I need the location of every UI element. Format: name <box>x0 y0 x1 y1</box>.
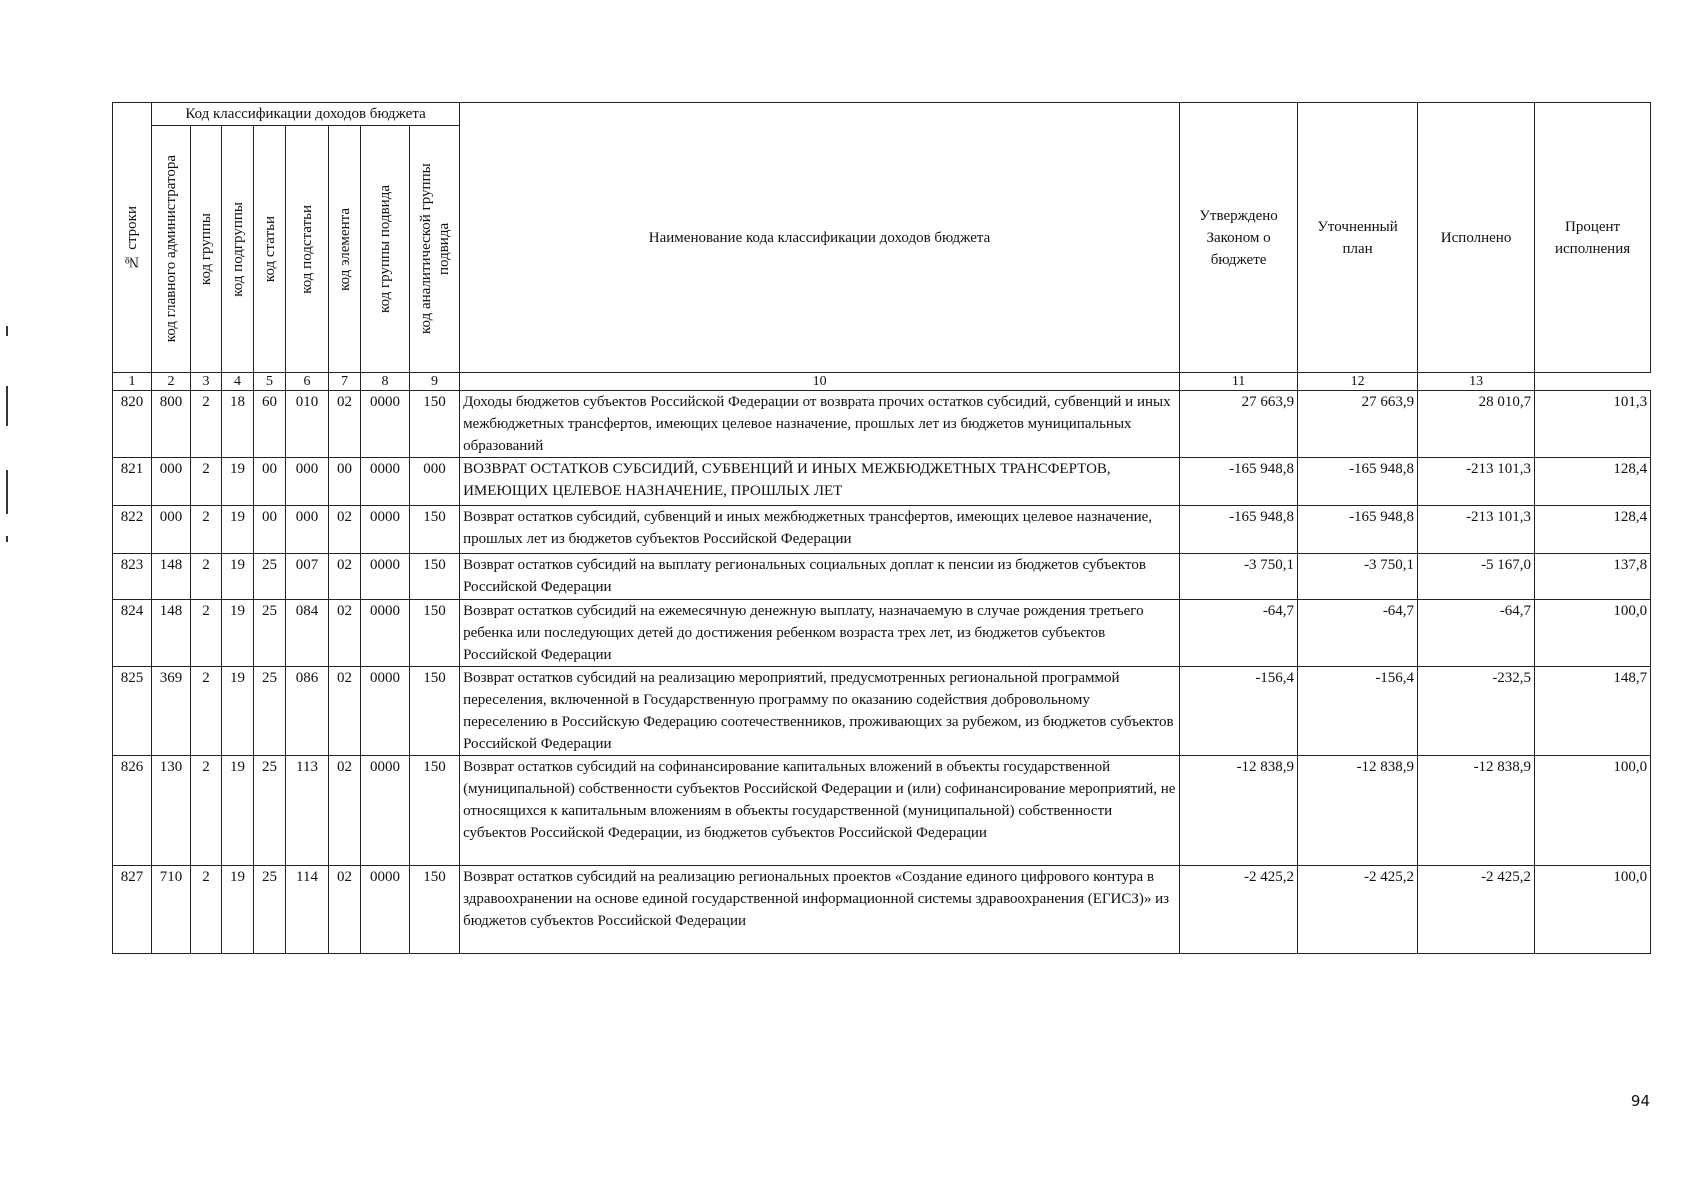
cell-group: 2 <box>191 458 222 506</box>
cell-row-no: 826 <box>113 756 152 866</box>
cell-analytic: 150 <box>410 554 460 600</box>
header-refined-label: Уточненный план <box>1317 218 1398 257</box>
cell-refined: -165 948,8 <box>1298 458 1418 506</box>
header-row-no-label: № строки <box>124 205 140 270</box>
cell-element: 02 <box>329 756 361 866</box>
header-group-code-label: код группы <box>198 212 214 286</box>
cell-element: 00 <box>329 458 361 506</box>
cell-article: 25 <box>254 667 286 756</box>
header-group-title: Код классификации доходов бюджета <box>152 103 460 126</box>
header-analytic-subtype-code-label: код аналитической группы подвида <box>417 163 452 335</box>
cell-subgroup: 19 <box>222 458 254 506</box>
cell-executed: -213 101,3 <box>1418 506 1535 554</box>
cell-row-no: 824 <box>113 600 152 667</box>
cell-row-no: 821 <box>113 458 152 506</box>
cell-name: Возврат остатков субсидий, субвенций и иных межбюджетных трансфертов, имеющих целевое назначение, прошлых лет из бюджетов субъектов Российской Федерации <box>460 506 1180 554</box>
header-approved <box>1180 103 1298 373</box>
table-row <box>113 554 1651 600</box>
cell-percent: 101,3 <box>1535 391 1651 458</box>
cell-admin: 130 <box>152 756 191 866</box>
cell-article: 60 <box>254 391 286 458</box>
cell-subtype: 0000 <box>361 554 410 600</box>
cell-element: 02 <box>329 667 361 756</box>
cell-executed: -64,7 <box>1418 600 1535 667</box>
header-executed-label: Исполнено <box>1440 229 1512 246</box>
cell-subarticle: 084 <box>286 600 329 667</box>
column-number: 9 <box>410 373 460 391</box>
cell-subtype: 0000 <box>361 506 410 554</box>
cell-subarticle: 000 <box>286 458 329 506</box>
cell-subgroup: 19 <box>222 667 254 756</box>
header-element-code-label: код элемента <box>336 207 353 291</box>
cell-element: 02 <box>329 506 361 554</box>
cell-executed: -12 838,9 <box>1418 756 1535 866</box>
cell-row-no: 820 <box>113 391 152 458</box>
header-article-code <box>254 126 286 373</box>
column-number: 4 <box>222 373 254 391</box>
cell-refined: -156,4 <box>1298 667 1418 756</box>
cell-executed: -232,5 <box>1418 667 1535 756</box>
column-number: 10 <box>460 373 1180 391</box>
column-number: 13 <box>1418 373 1535 391</box>
cell-subgroup: 18 <box>222 391 254 458</box>
cell-percent: 128,4 <box>1535 506 1651 554</box>
header-admin-code-label: код главного администратора <box>163 155 179 343</box>
table-row <box>113 600 1651 667</box>
table-row <box>113 667 1651 756</box>
cell-subgroup: 19 <box>222 506 254 554</box>
cell-row-no: 827 <box>113 866 152 954</box>
header-percent <box>1535 103 1651 373</box>
cell-refined: -165 948,8 <box>1298 506 1418 554</box>
cell-subarticle: 000 <box>286 506 329 554</box>
cell-row-no: 823 <box>113 554 152 600</box>
header-executed <box>1418 103 1535 373</box>
cell-row-no: 825 <box>113 667 152 756</box>
cell-article: 00 <box>254 458 286 506</box>
column-number: 8 <box>361 373 410 391</box>
cell-approved: -2 425,2 <box>1180 866 1298 954</box>
cell-admin: 369 <box>152 667 191 756</box>
cell-approved: -165 948,8 <box>1180 506 1298 554</box>
header-subarticle-code-label: код подстатьи <box>299 204 315 294</box>
cell-group: 2 <box>191 667 222 756</box>
cell-analytic: 150 <box>410 756 460 866</box>
cell-subarticle: 007 <box>286 554 329 600</box>
cell-approved: -156,4 <box>1180 667 1298 756</box>
cell-name: Возврат остатков субсидий на реализацию региональных проектов «Создание единого цифрового контура в здравоохранении на основе единой государственной информационной системы здравоохранения (ЕГИСЗ)» из бюджетов субъектов Российской Федерации <box>460 866 1180 954</box>
cell-admin: 148 <box>152 554 191 600</box>
cell-name: Возврат остатков субсидий на ежемесячную денежную выплату, назначаемую в случае рождения третьего ребенка или последующих детей до достижения ребенком возраста трех лет, из бюджетов субъектов Российской Федерации <box>460 600 1180 667</box>
cell-row-no: 822 <box>113 506 152 554</box>
cell-approved: -3 750,1 <box>1180 554 1298 600</box>
header-subgroup-code-label: код подгруппы <box>229 201 246 297</box>
header-article-code-label: код статьи <box>261 215 278 283</box>
cell-analytic: 000 <box>410 458 460 506</box>
cell-refined: -3 750,1 <box>1298 554 1418 600</box>
cell-subtype: 0000 <box>361 458 410 506</box>
cell-group: 2 <box>191 756 222 866</box>
cell-subtype: 0000 <box>361 391 410 458</box>
cell-name: Возврат остатков субсидий на софинансирование капитальных вложений в объекты государственной (муниципальной) собственности субъектов Российской Федерации и (или) софинансирование мероприятий, не относящихся к капитальным вложениям в объекты государственной (муниципальной) собственности субъектов Российской Федерации, из бюджетов субъектов Российской Федерации <box>460 756 1180 866</box>
page-number: 94 <box>1630 1092 1650 1110</box>
cell-approved: -165 948,8 <box>1180 458 1298 506</box>
cell-group: 2 <box>191 506 222 554</box>
cell-refined: -12 838,9 <box>1298 756 1418 866</box>
cell-admin: 000 <box>152 506 191 554</box>
cell-analytic: 150 <box>410 391 460 458</box>
cell-subgroup: 19 <box>222 554 254 600</box>
header-subarticle-code <box>286 126 329 373</box>
scan-mark <box>6 470 8 514</box>
cell-percent: 100,0 <box>1535 600 1651 667</box>
cell-admin: 000 <box>152 458 191 506</box>
cell-admin: 800 <box>152 391 191 458</box>
cell-subgroup: 19 <box>222 866 254 954</box>
header-admin-code <box>152 126 191 373</box>
header-analytic-subtype-code <box>410 126 460 373</box>
cell-percent: 128,4 <box>1535 458 1651 506</box>
column-number: 2 <box>152 373 191 391</box>
cell-subarticle: 114 <box>286 866 329 954</box>
column-number: 3 <box>191 373 222 391</box>
column-number: 12 <box>1298 373 1418 391</box>
cell-analytic: 150 <box>410 506 460 554</box>
cell-name: Возврат остатков субсидий на реализацию мероприятий, предусмотренных региональной программой переселения, включенной в Государственную программу по оказанию содействия добровольному переселению в Российскую Федерацию соотечественников, проживающих за рубежом, из бюджетов субъектов Российской Федерации <box>460 667 1180 756</box>
cell-element: 02 <box>329 600 361 667</box>
cell-refined: -2 425,2 <box>1298 866 1418 954</box>
cell-approved: -12 838,9 <box>1180 756 1298 866</box>
scan-mark <box>6 326 8 336</box>
table-row <box>113 458 1651 506</box>
header-name-label: Наименование кода классификации доходов бюджета <box>648 229 991 246</box>
cell-article: 00 <box>254 506 286 554</box>
cell-subgroup: 19 <box>222 600 254 667</box>
column-number: 6 <box>286 373 329 391</box>
column-number: 7 <box>329 373 361 391</box>
table-row <box>113 391 1651 458</box>
cell-name: Доходы бюджетов субъектов Российской Федерации от возврата прочих остатков субсидий, субвенций и иных межбюджетных трансфертов, имеющих целевое назначение, прошлых лет из бюджетов муниципальных образований <box>460 391 1180 458</box>
cell-subtype: 0000 <box>361 866 410 954</box>
cell-article: 25 <box>254 554 286 600</box>
cell-element: 02 <box>329 866 361 954</box>
cell-element: 02 <box>329 391 361 458</box>
column-number: 11 <box>1180 373 1298 391</box>
cell-percent: 100,0 <box>1535 866 1651 954</box>
cell-element: 02 <box>329 554 361 600</box>
cell-subtype: 0000 <box>361 756 410 866</box>
column-number: 1 <box>113 373 152 391</box>
budget-revenue-table <box>112 102 1651 954</box>
cell-approved: -64,7 <box>1180 600 1298 667</box>
cell-approved: 27 663,9 <box>1180 391 1298 458</box>
cell-subarticle: 010 <box>286 391 329 458</box>
header-percent-label: Процент исполнения <box>1554 218 1631 257</box>
cell-group: 2 <box>191 866 222 954</box>
table-row <box>113 866 1651 954</box>
cell-name: ВОЗВРАТ ОСТАТКОВ СУБСИДИЙ, СУБВЕНЦИЙ И ИНЫХ МЕЖБЮДЖЕТНЫХ ТРАНСФЕРТОВ, ИМЕЮЩИХ ЦЕЛЕВОЕ НАЗНАЧЕНИЕ, ПРОШЛЫХ ЛЕТ <box>460 458 1180 506</box>
table-row <box>113 756 1651 866</box>
cell-executed: -2 425,2 <box>1418 866 1535 954</box>
header-approved-label: Утверждено Законом о бюджете <box>1199 207 1278 268</box>
header-subtype-group-code <box>361 126 410 373</box>
cell-refined: 27 663,9 <box>1298 391 1418 458</box>
header-element-code <box>329 126 361 373</box>
cell-group: 2 <box>191 600 222 667</box>
cell-subgroup: 19 <box>222 756 254 866</box>
cell-group: 2 <box>191 391 222 458</box>
column-number-row <box>113 373 1651 391</box>
cell-analytic: 150 <box>410 866 460 954</box>
cell-article: 25 <box>254 600 286 667</box>
cell-admin: 710 <box>152 866 191 954</box>
header-name <box>460 103 1180 373</box>
cell-group: 2 <box>191 554 222 600</box>
cell-executed: -5 167,0 <box>1418 554 1535 600</box>
cell-analytic: 150 <box>410 667 460 756</box>
cell-percent: 148,7 <box>1535 667 1651 756</box>
cell-percent: 100,0 <box>1535 756 1651 866</box>
cell-subarticle: 086 <box>286 667 329 756</box>
table-row <box>113 506 1651 554</box>
cell-subarticle: 113 <box>286 756 329 866</box>
header-subgroup-code <box>222 126 254 373</box>
cell-subtype: 0000 <box>361 600 410 667</box>
cell-subtype: 0000 <box>361 667 410 756</box>
cell-article: 25 <box>254 866 286 954</box>
header-subtype-group-code-label: код группы подвида <box>377 185 393 313</box>
cell-percent: 137,8 <box>1535 554 1651 600</box>
header-group-code <box>191 126 222 373</box>
cell-executed: -213 101,3 <box>1418 458 1535 506</box>
cell-refined: -64,7 <box>1298 600 1418 667</box>
header-row-no <box>113 103 152 373</box>
scan-mark <box>6 386 8 426</box>
cell-article: 25 <box>254 756 286 866</box>
scan-mark <box>6 536 8 542</box>
cell-executed: 28 010,7 <box>1418 391 1535 458</box>
header-refined <box>1298 103 1418 373</box>
cell-name: Возврат остатков субсидий на выплату региональных социальных доплат к пенсии из бюджетов субъектов Российской Федерации <box>460 554 1180 600</box>
cell-analytic: 150 <box>410 600 460 667</box>
cell-admin: 148 <box>152 600 191 667</box>
column-number: 5 <box>254 373 286 391</box>
